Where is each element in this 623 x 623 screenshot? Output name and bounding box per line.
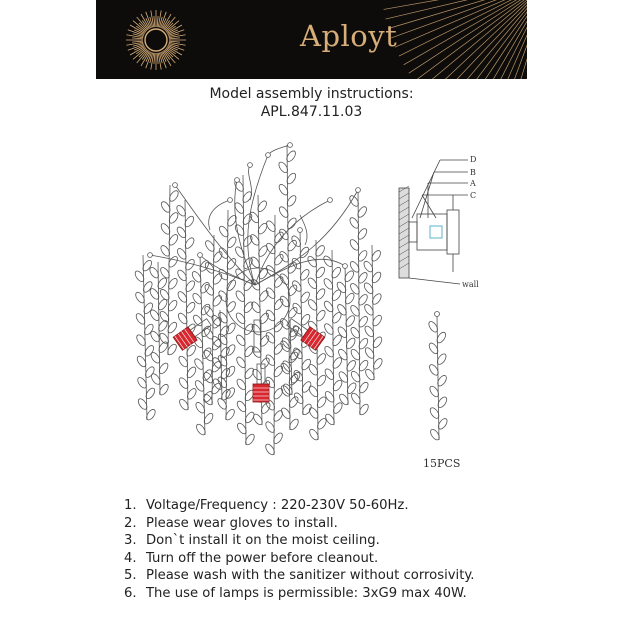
list-item [124, 497, 475, 515]
wall-lamp-front-view [133, 143, 383, 457]
list-item [124, 515, 475, 533]
label-d: D [470, 155, 477, 164]
model-number: APL.847.11.03 [260, 104, 363, 120]
wall-lamp-side-view [399, 160, 468, 284]
label-b: B [470, 168, 476, 177]
item-text: Please wash with the sanitizer without corrosivity. [146, 568, 475, 584]
item-number: 5. [124, 568, 137, 584]
leaf-strand-detail [427, 312, 449, 442]
item-text: Voltage/Frequency : 220-230V 50-60Hz. [146, 498, 409, 513]
list-item [124, 532, 475, 550]
item-number: 6. [124, 585, 137, 601]
label-c: C [470, 191, 477, 200]
item-text: The use of lamps is permissible: 3xG9 max 40W. [146, 585, 467, 601]
item-text: Don`t install it on the moist ceiling. [146, 533, 380, 549]
item-number: 2. [124, 515, 137, 531]
item-number: 3. [124, 533, 137, 549]
item-text: Please wear gloves to install. [146, 515, 338, 531]
pieces-count-label: 15PCS [423, 457, 461, 470]
item-text: Turn off the power before cleanout. [146, 550, 379, 566]
label-wall: wall [462, 280, 479, 289]
document-title: Model assembly instructions: [209, 86, 414, 102]
item-number: 1. [124, 498, 137, 513]
item-number: 4. [124, 550, 137, 566]
list-item [124, 567, 475, 585]
list-item [124, 550, 475, 568]
instructions-list [124, 497, 475, 603]
list-item [124, 585, 475, 603]
brand-logo-text: Aployt [300, 19, 398, 53]
label-a: A [470, 179, 476, 188]
